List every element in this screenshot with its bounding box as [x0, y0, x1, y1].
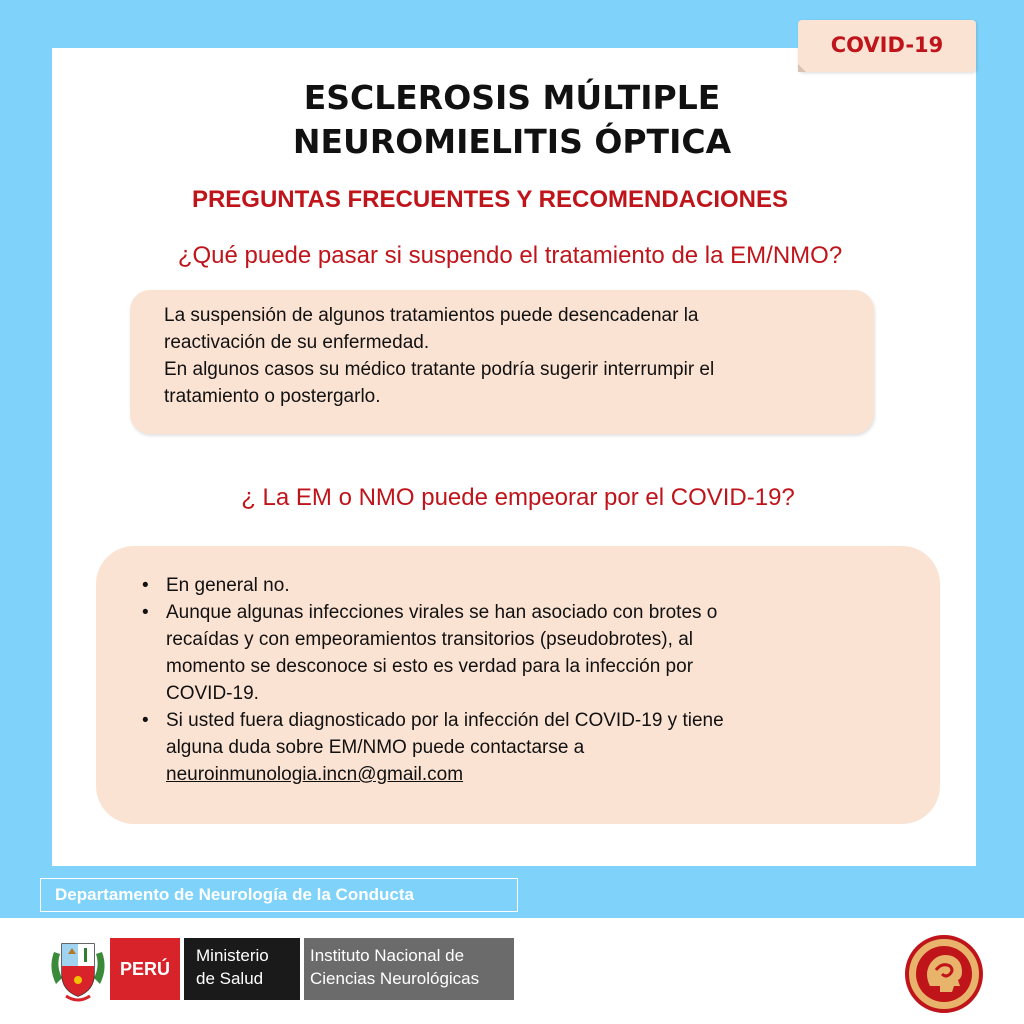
institute-label: [304, 938, 514, 1000]
list-item-line: alguna duda sobre EM/NMO puede contactarse a: [166, 737, 585, 758]
institute-line: Instituto Nacional de: [310, 946, 465, 965]
list-item: [140, 707, 910, 788]
peru-coat-of-arms-icon: [48, 938, 108, 1004]
list-item-line: COVID-19.: [166, 683, 259, 704]
list-item-line: • Si usted fuera diagnosticado por la infección del COVID-19 y tiene: [166, 710, 724, 731]
institute-line: Ciencias Neurológicas: [310, 969, 480, 988]
answer-1-line: tratamiento o postergarlo.: [164, 386, 381, 407]
question-2: ¿ La EM o NMO puede empeorar por el COVID-19?: [241, 484, 795, 511]
ministry-line: de Salud: [196, 969, 264, 988]
answer-1-line: La suspensión de algunos tratamientos puede desencadenar la: [164, 305, 699, 326]
list-item-line: recaídas y con empeoramientos transitorios (pseudobrotes), al: [166, 629, 693, 650]
list-item-line: momento se desconoce si esto es verdad para la infección por: [166, 656, 694, 677]
incn-head-logo-icon: [904, 934, 984, 1014]
answer-box-1: [130, 290, 874, 434]
list-item: [140, 599, 910, 707]
department-label: Departamento de Neurología de la Conducta: [40, 878, 518, 912]
list-item-line: • Aunque algunas infecciones virales se han asociado con brotes o: [166, 602, 718, 623]
list-item: [140, 572, 910, 599]
page-subtitle: PREGUNTAS FRECUENTES Y RECOMENDACIONES: [191, 186, 789, 213]
answer-1-line: reactivación de su enfermedad.: [164, 332, 430, 353]
answer-2-list: [140, 572, 910, 788]
title-line-2: NEUROMIELITIS ÓPTICA: [292, 122, 732, 161]
peru-label: PERÚ: [110, 938, 180, 1000]
question-1: ¿Qué puede pasar si suspendo el tratamiento de la EM/NMO?: [177, 242, 843, 269]
email-link[interactable]: neuroinmunologia.incn@gmail.com: [166, 764, 464, 785]
title-line-1: ESCLEROSIS MÚLTIPLE: [303, 78, 721, 117]
covid-tag: COVID-19: [798, 20, 976, 72]
ministry-line: Ministerio: [196, 946, 269, 965]
ministry-label: [184, 938, 300, 1000]
answer-box-2: [96, 546, 940, 824]
answer-1-line: En algunos casos su médico tratante podría sugerir interrumpir el: [164, 359, 715, 380]
list-item-line: • En general no.: [166, 575, 290, 596]
footer: [0, 918, 1024, 1024]
